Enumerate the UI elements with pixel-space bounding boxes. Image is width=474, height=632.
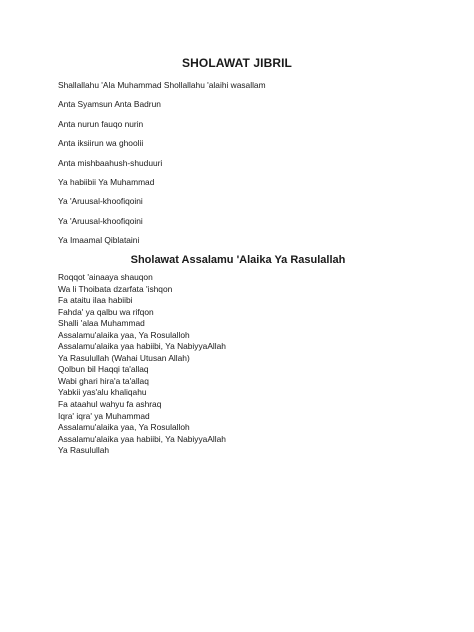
section1-line: Anta iksiirun wa ghoolii <box>58 138 144 149</box>
section1-line: Ya Imaamal Qiblataini <box>58 235 140 246</box>
section2-line: Assalamu'alaika yaa habiibi, Ya NabiyyaAllah <box>58 433 226 444</box>
section2-line: Fa ataitu ilaa habiibi <box>58 295 133 306</box>
section2-line: Ya Rasulullah (Wahai Utusan Allah) <box>58 352 190 363</box>
section1-lines <box>58 80 266 255</box>
section2-line: Assalamu'alaika yaa habiibi, Ya NabiyyaAllah <box>58 341 226 352</box>
section2-line: Yabkii yas'alu khaliqahu <box>58 387 147 398</box>
section2-line: Wabi ghari hira'a ta'allaq <box>58 375 149 386</box>
section2-lines <box>58 272 226 457</box>
section1-title: SHOLAWAT JIBRIL <box>182 56 292 70</box>
section2-line: Iqra' iqra' ya Muhammad <box>58 410 150 421</box>
section2-line: Shalli 'alaa Muhammad <box>58 318 145 329</box>
section2-line: Fa ataahul wahyu fa ashraq <box>58 399 162 410</box>
section2-title: Sholawat Assalamu 'Alaika Ya Rasulallah <box>130 254 346 266</box>
section2-line: Assalamu'alaika yaa, Ya Rosulalloh <box>58 329 190 340</box>
section2-line: Assalamu'alaika yaa, Ya Rosulalloh <box>58 422 190 433</box>
section2-line: Wa li Thoibata dzarfata 'ishqon <box>58 283 173 294</box>
section2-line: Roqqot 'ainaaya shauqon <box>58 272 153 282</box>
section1-line: Ya habiibii Ya Muhammad <box>58 176 155 187</box>
section2-line: Qolbun bil Haqqi ta'allaq <box>58 364 149 375</box>
section1-line: Ya 'Aruusal-khoofiqoini <box>58 215 143 226</box>
section1-line: Shallallahu 'Ala Muhammad Shollallahu 'alaihi wasallam <box>58 80 266 90</box>
section1-line: Ya 'Aruusal-khoofiqoini <box>58 196 143 207</box>
section2-line: Ya Rasulullah <box>58 445 110 456</box>
section1-line: Anta Syamsun Anta Badrun <box>58 99 161 110</box>
section1-line: Anta mishbaahush-shuduuri <box>58 157 163 168</box>
section1-line: Anta nurun fauqo nurin <box>58 118 144 129</box>
section2-line: Fahda' ya qalbu wa rifqon <box>58 306 154 317</box>
